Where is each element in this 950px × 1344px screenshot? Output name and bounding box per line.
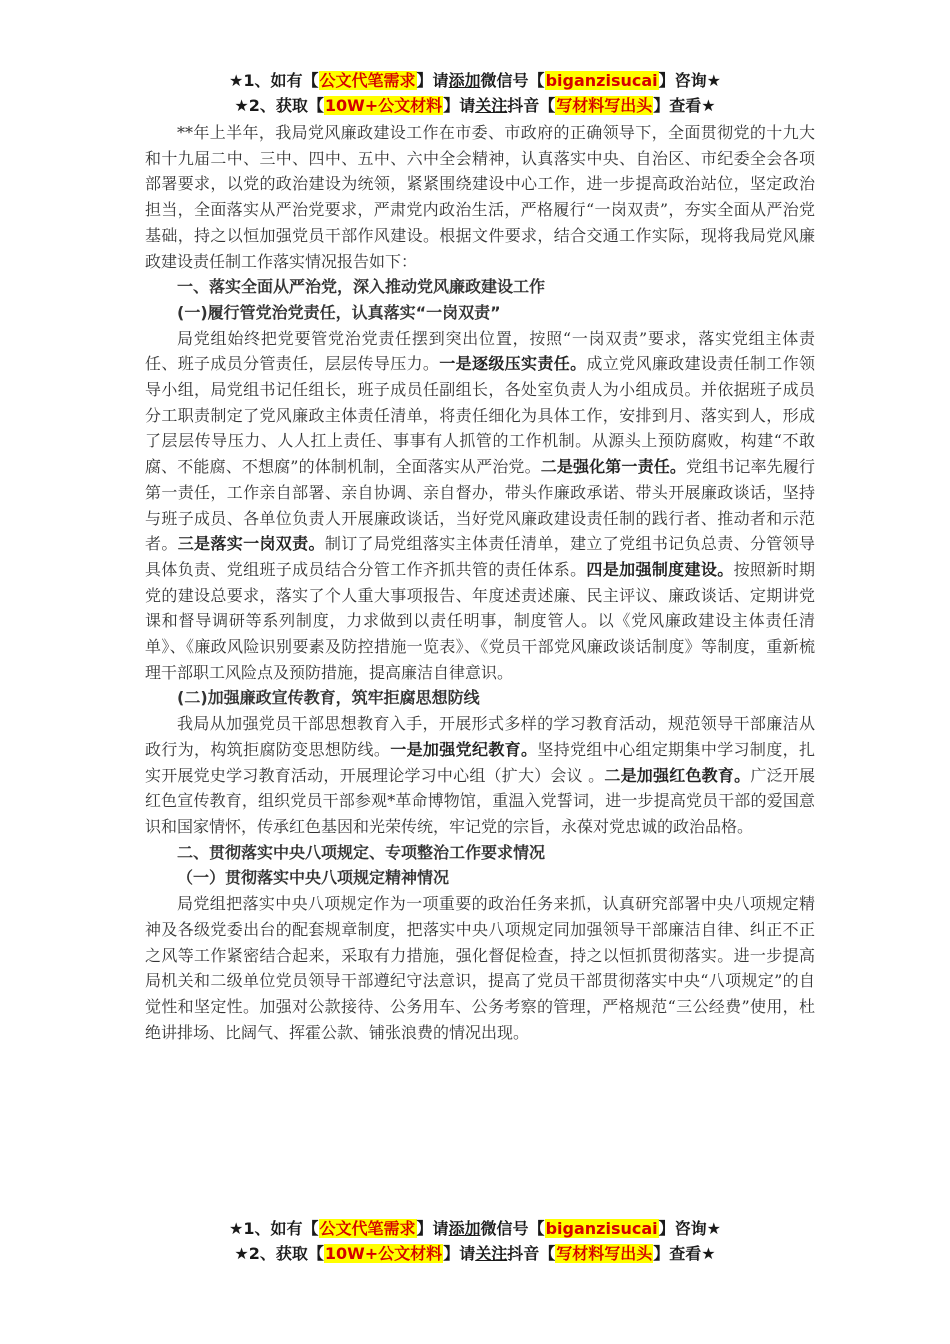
bold-lead: 二是加强红色教育。 xyxy=(604,765,751,785)
banner-underline: 添加 xyxy=(448,71,481,90)
intro-paragraph: **年上半年，我局党风廉政建设工作在市委、市政府的正确领导下，全面贯彻党的十九大和十九届二中、三中、四中、五中、六中全会精神，认真落实中央、自治区、市纪委全会各项部署要求，以党的政治建设为统领，紧紧围绕建设中心工作，进一步提高政治站位，坚定政治担当，全面落实从严治党要求，严肃党内政治生活，严格履行“一岗双责”，夯实全面从严治党基础，持之以恒加强党员干部作风建设。根据文件要求，结合交通工作实际，现将我局党风廉政建设责任制工作落实情况报告如下： xyxy=(145,123,815,271)
banner-highlight: 写材料写出头 xyxy=(556,96,653,115)
paragraph-2: 我局从加强党员干部思想教育入手，开展形式多样的学习教育活动，规范领导干部廉洁从政行为，构筑拒腐防变思想防线。一是加强党纪教育。坚持党组中心组定期集中学习制度，扎实开展党史学习教育活动，开展理论学习中心组（扩大）会议 。二是加强红色教育。广泛开展红色宣传教育，组织党员干部参观*革命博物馆，重温入党誓词，进一步提高党员干部的爱国意识和国家情怀，传承红色基因和光荣传统，牢记党的宗旨，永葆对党忠诚的政治品格。 xyxy=(145,714,815,836)
banner-highlight: 10W+公文材料 xyxy=(324,96,443,115)
banner-text: 】咨询★ xyxy=(658,71,721,90)
banner-text: 】请 xyxy=(443,1244,476,1263)
banner-text: ★2、获取【 xyxy=(234,96,324,115)
paragraph-3: 局党组把落实中央八项规定作为一项重要的政治任务来抓，认真研究部署中央八项规定精神及各级党委出台的配套规章制度，把落实中央八项规定同加强领导干部廉洁自律、纠正不正之风等工作紧密结合起来，采取有力措施，强化督促检查，持之以恒抓贯彻落实。进一步提高局机关和二级单位党员领导干部遵纪守法意识，提高了党员干部贯彻落实中央“八项规定”的自觉性和坚定性。加强对公款接待、公务用车、公务考察的管理，严格规范“三公经费”使用，杜绝讲排场、比阔气、挥霍公款、铺张浪费的情况出现。 xyxy=(145,894,815,1042)
banner-text: 】查看★ xyxy=(653,1244,716,1263)
banner-text: 】查看★ xyxy=(653,96,716,115)
banner-underline: 关注 xyxy=(475,96,508,115)
banner-text: 】咨询★ xyxy=(658,1219,721,1238)
promo-banner-bottom-line-2 xyxy=(0,1243,950,1265)
banner-text: 】请 xyxy=(443,96,476,115)
banner-highlight: biganzisucai xyxy=(545,71,658,90)
bold-lead: 一是逐级压实责任。 xyxy=(439,354,587,374)
subsection-heading-3: （一）贯彻落实中央八项规定精神情况 xyxy=(177,868,450,888)
banner-text: ★1、如有【 xyxy=(229,1219,319,1238)
promo-banner-bottom-line-1 xyxy=(0,1218,950,1240)
bold-lead: 一是加强党纪教育。 xyxy=(390,739,538,759)
subsection-heading-1: (一)履行管党治党责任，认真落实“一岗双责” xyxy=(177,302,501,322)
section-heading-1: 一、落实全面从严治党，深入推动党风廉政建设工作 xyxy=(177,277,546,297)
banner-underline: 关注 xyxy=(475,1244,508,1263)
banner-highlight: biganzisucai xyxy=(545,1219,658,1238)
banner-text: 抖音【 xyxy=(507,1244,556,1263)
banner-text: 抖音【 xyxy=(507,96,556,115)
document-body xyxy=(145,120,815,1045)
banner-text: ★2、获取【 xyxy=(234,1244,324,1263)
banner-highlight: 公文代笔需求 xyxy=(319,1219,416,1238)
banner-text: 微信号【 xyxy=(480,71,545,90)
banner-text: 】请 xyxy=(416,1219,449,1238)
promo-banner-top-line-1 xyxy=(0,70,950,92)
banner-highlight: 10W+公文材料 xyxy=(324,1244,443,1263)
section-heading-2: 二、贯彻落实中央八项规定、专项整治工作要求情况 xyxy=(177,842,546,862)
banner-highlight: 公文代笔需求 xyxy=(319,71,416,90)
paragraph-1: 局党组始终把党要管党治党责任摆到突出位置，按照“一岗双责”要求，落实党组主体责任、班子成员分管责任，层层传导压力。一是逐级压实责任。成立党风廉政建设责任制工作领导小组，局党组书记任组长，班子成员任副组长，各处室负责人为小组成员。并依据班子成员分工职责制定了党风廉政主体责任清单，将责任细化为具体工作，安排到月、落实到人，形成了层层传导压力、人人扛上责任、事事有人抓管的工作机制。从源头上预防腐败，构建“不敢腐、不能腐、不想腐”的体制机制，全面落实从严治党。二是强化第一责任。党组书记率先履行第一责任，工作亲自部署、亲自协调、亲自督办，带头作廉政承诺、带头开展廉政谈话，坚持与班子成员、各单位负责人开展廉政谈话，当好党风廉政建设责任制的践行者、推动者和示范者。三是落实一岗双责。制订了局党组落实主体责任清单，建立了党组书记负总责、分管领导具体负责、党组班子成员结合分管工作齐抓共管的责任体系。四是加强制度建设。按照新时期党的建设总要求，落实了个人重大事项报告、年度述责述廉、民主评议、廉政谈话、定期讲党课和督导调研等系列制度，力求做到以责任明事，制度管人。以《党风廉政建设主体责任清单》、《廉政风险识别要素及防控措施一览表》、《党员干部党风廉政谈话制度》等制度，重新梳理干部职工风险点及预防措施，提高廉洁自律意识。 xyxy=(145,328,815,682)
banner-underline: 添加 xyxy=(448,1219,481,1238)
banner-text: 】请 xyxy=(416,71,449,90)
banner-text: ★1、如有【 xyxy=(229,71,319,90)
banner-highlight: 写材料写出头 xyxy=(556,1244,653,1263)
bold-lead: 三是落实一岗双责。 xyxy=(177,534,325,554)
subsection-heading-2: (二)加强廉政宣传教育，筑牢拒腐思想防线 xyxy=(177,688,480,708)
banner-text: 微信号【 xyxy=(480,1219,545,1238)
bold-lead: 二是强化第一责任。 xyxy=(540,457,686,477)
promo-banner-top-line-2 xyxy=(0,95,950,117)
bold-lead: 四是加强制度建设。 xyxy=(586,559,734,579)
